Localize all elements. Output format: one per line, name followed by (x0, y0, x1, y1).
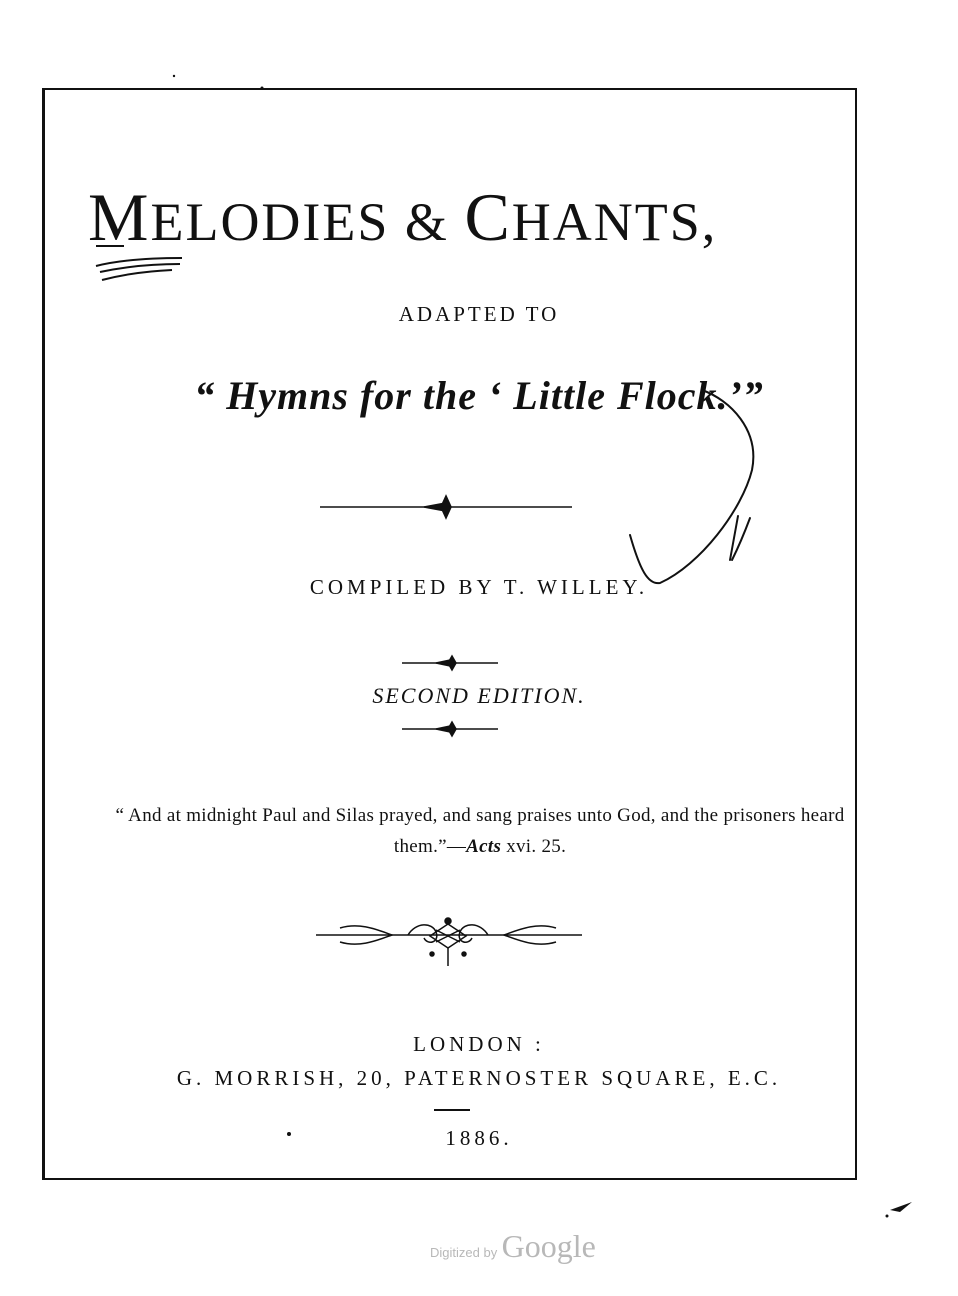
divider-rule-short-top (402, 656, 498, 670)
watermark-prefix: Digitized by (430, 1245, 498, 1260)
ornamental-flourish (316, 918, 582, 966)
hymns-title: “ Hymns for the ‘ Little Flock.’” (194, 373, 764, 418)
edition-line: SECOND EDITION. (372, 683, 586, 708)
divider-rule-short-bottom (402, 722, 498, 736)
imprint-city: LONDON : (413, 1032, 545, 1056)
divider-rule-long (320, 496, 572, 518)
title-initial-m: M (88, 179, 151, 255)
handwritten-check-mark (630, 390, 753, 583)
title-initial-c: C (464, 179, 512, 255)
epigraph-text: “ And at midnight Paul and Silas prayed, and sang praises unto God, and the prisoners heard them.”— (115, 805, 845, 857)
margin-marks (173, 75, 912, 1218)
compiler-line: COMPILED BY T. WILLEY. (309, 575, 649, 599)
epigraph-book: Acts (466, 836, 502, 857)
imprint-year: 1886. (445, 1126, 513, 1150)
title-underline-flourish (96, 246, 182, 280)
imprint-publisher: G. MORRISH, 20, PATERNOSTER SQUARE, E.C. (176, 1066, 782, 1090)
adapted-to-line: ADAPTED TO (398, 302, 560, 326)
title-part-2: HANTS, (511, 192, 718, 252)
watermark-brand: Google (501, 1228, 596, 1264)
title-part-1: ELODIES & (150, 192, 465, 252)
epigraph-verse: xvi. 25. (501, 836, 567, 857)
